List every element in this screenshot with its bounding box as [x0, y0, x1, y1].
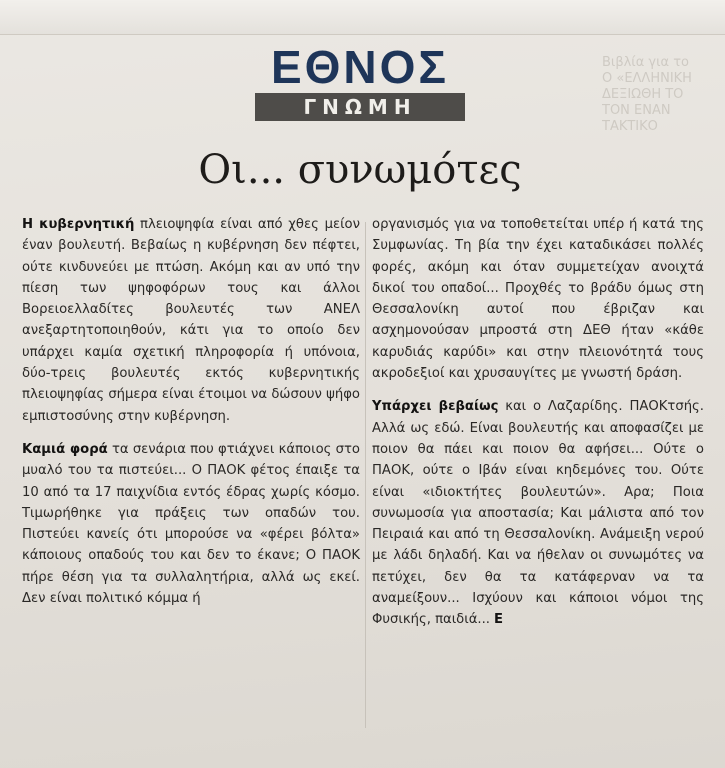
article-headline: Οι... συνωμότες: [198, 147, 522, 193]
paragraph-lead: Η κυβερνητική: [22, 217, 135, 232]
end-mark-icon: Ε: [493, 612, 503, 628]
paragraph-text: πλειοψηφία είναι από χθες μείον έναν βουλευτή. Βεβαίως η κυβέρνηση δεν πέφτει, ούτε κινδυνεύει με πτώση. Ακόμη και αν υπό την πίεση των ψηφοφόρων τους και άλλοι Βορειοελλαδίτες βουλευτές των ΑΝΕΛ ανεξαρτητοποιηθούν, κάτι για το οποίο δεν υπάρχει καμία σχετική πληροφορία ή υπόνοια, δύο-τρεις βουλευτές εκτός κυβερνητικής πλειοψηφίας σήμερα είναι έτοιμοι να δώσουν ψήφο εμπιστοσύνης στην κυβέρνηση.: [22, 217, 360, 424]
article-column-left: [22, 214, 360, 609]
paragraph: [22, 214, 360, 427]
paragraph: [372, 214, 704, 384]
paragraph: [22, 439, 360, 609]
paragraph-text: οργανισμός για να τοποθετείται υπέρ ή κατά της Συμφωνίας. Τη βία την έχει καταδικάσει πολλές φορές, ακόμη και όταν συμμετείχαν ανοιχτά δικοί του οπαδοί... Προχθές το βράδυ όμως στη Θεσσαλονίκη αυτοί που έβριζαν και ασχημονούσαν μπροστά στη ΔΕΘ ήταν «κάθε καρυδιάς καρύδι» και στην πλειονότητά τους ακροδεξιοί και χρυσαυγίτες με γνωστή δράση.: [372, 217, 704, 382]
bleed-through-text: Βιβλία για το Ο «ΕΛΛΗΝΙΚΗ ΔΕΞΙΩΘΗ ΤΟ ΤΟΝ ΕΝΑΝ ΤΑΚΤΙΚΟ: [602, 55, 692, 134]
paragraph-text: τα σενάρια που φτιάχνει κάποιος στο μυαλό του τα πιστεύει... Ο ΠΑΟΚ φέτος έπαιξε τα 10 από τα 17 παιχνίδια εντός έδρας χωρίς κόσμο. Τιμωρήθηκε για πράξεις των οπαδών του. Πιστεύει κανείς ότι μπορούσε να «φέρει βόλτα» κάποιους οπαδούς του και δεν το έκανε; Ο ΠΑΟΚ πήρε θέση για τα συλλαλητήρια, αλλά ως εκεί. Δεν είναι πολιτικό κόμμα ή: [22, 441, 360, 607]
page-fold: [0, 0, 725, 35]
paragraph-lead: Καμιά φορά: [22, 441, 108, 457]
article-column-right: [372, 214, 704, 631]
paragraph: [372, 396, 704, 630]
masthead: [255, 41, 465, 126]
paragraph-text: και ο Λαζαρίδης. ΠΑΟΚτσής. Αλλά ως εδώ. Είναι βουλευτής και αποφασίζει με ποιον θα πάει και ποιον θα αφήσει... Ούτε ο ΠΑΟΚ, ούτε ο Ιβάν είναι κηδεμόνες του. Ούτε είναι «ιδιοκτήτες βουλευτών». Αρα; Ποια συνωμοσία για αποστασία; Και μάλιστα από τον Πειραιά και από τη Θεσσαλονίκη. Ανάμειξη νερού με λάδι δηλαδή. Και να ήθελαν οι συνωμότες να πετύχει, δεν θα τα κατάφερναν να τα αναμείξουν... Ισχύουν και κάποιοι νόμοι της Φυσικής, παιδιά...: [372, 399, 704, 628]
column-divider: [365, 222, 366, 728]
paragraph-lead: Υπάρχει βεβαίως: [372, 399, 499, 415]
newspaper-logo: ΕΘΝΟΣ: [270, 41, 450, 93]
section-label: ΓΝΩΜΗ: [255, 93, 465, 121]
